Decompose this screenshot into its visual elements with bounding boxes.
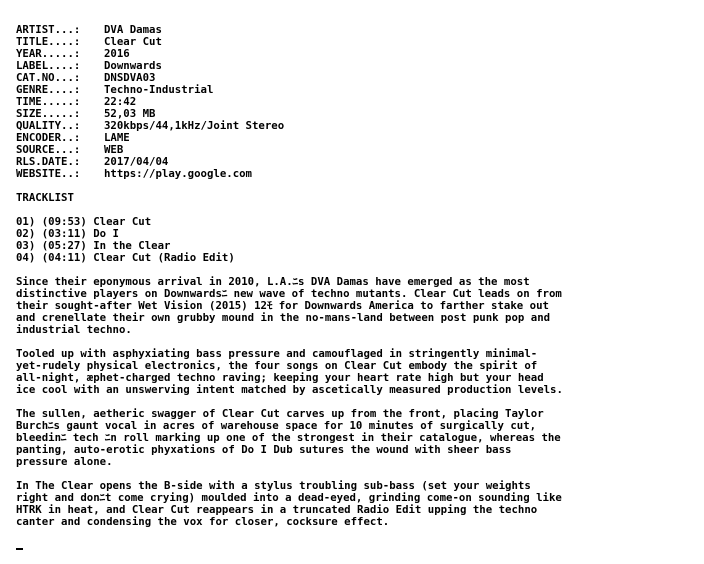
description-paragraph-1 [16,276,700,336]
metadata-value: DVA Damas [104,23,162,36]
paragraph-line: In The Clear opens the B-side with a stylus troubling sub-bass (set your weights [16,480,531,492]
metadata-value: 22:42 [104,95,137,108]
track-row [16,252,700,264]
metadata-value: LAME [104,131,130,144]
paragraph-line: right and donﾆt come crying) moulded into a dead-eyed, grinding come-on sounding like [16,492,562,504]
metadata-key: TITLE....: [16,35,81,48]
paragraph-line: Tooled up with asphyxiating bass pressure and camouflaged in stringently minimal- [16,348,538,360]
description-paragraph-2 [16,348,700,396]
blank-line [16,396,700,408]
track-number: 02) [16,227,36,240]
metadata-key: WEBSITE..: [16,167,81,180]
metadata-value: Clear Cut [104,35,162,48]
track-number: 04) [16,251,36,264]
metadata-key: QUALITY..: [16,119,81,132]
metadata-value: 2017/04/04 [104,155,169,168]
metadata-row-website [16,168,700,180]
metadata-value: 320kbps/44,1kHz/Joint Stereo [104,119,285,132]
metadata-value: DNSDVA03 [104,71,156,84]
metadata-key: RLS.DATE.: [16,155,81,168]
paragraph-line: distinctive players on Downwardsﾆ new wave of techno mutants. Clear Cut leads on from [16,288,562,300]
metadata-key: SIZE.....: [16,107,81,120]
paragraph-line: canter and condensing the vox for closer, cocksure effect. [16,516,390,528]
blank-line [16,180,700,192]
metadata-key: TIME.....: [16,95,81,108]
paragraph-line: HTRK in heat, and Clear Cut reappears in a truncated Radio Edit upping the techno [16,504,538,516]
metadata-value: 52,03 MB [104,107,156,120]
track-duration: (04:11) [41,251,87,264]
metadata-value: 2016 [104,47,130,60]
blank-line [16,528,700,540]
paragraph-line: and crenellate their own grubby mound in the no-mans-land between post punk pop and [16,312,551,324]
paragraph-line: Since their eponymous arrival in 2010, L.A.ﾆs DVA Damas have emerged as the most [16,276,530,288]
paragraph-line: their sought-after Wet Vision (2015) 12ﾓ for Downwards America to farther stake out [16,300,549,312]
paragraph-line: yet-rudely physical electronics, the four songs on Clear Cut embody the spirit of [16,360,538,372]
track-title: Clear Cut (Radio Edit) [93,251,235,264]
paragraph-line: bleedinﾆ tech ﾆn roll marking up one of the strongest in their catalogue, whereas the [16,432,561,444]
tracklist-heading: TRACKLIST [16,192,74,204]
paragraph-line: pressure alone. [16,456,113,468]
blank-line [16,264,700,276]
track-title: Do I [93,227,119,240]
track-number: 03) [16,239,36,252]
metadata-key: GENRE....: [16,83,81,96]
track-title: In the Clear [93,239,171,252]
paragraph-line: all-night, æphet-charged techno raving; keeping your heart rate high but your head [16,372,544,384]
nfo-text [16,24,700,552]
metadata-key: SOURCE...: [16,143,81,156]
tracklist [16,216,700,264]
metadata-key: YEAR.....: [16,47,81,60]
track-duration: (03:11) [41,227,87,240]
track-title: Clear Cut [93,215,152,228]
metadata-value: WEB [104,143,124,156]
description-paragraph-3 [16,408,700,468]
paragraph-line: panting, auto-erotic phyxations of Do I Dub sutures the wound with sheer bass [16,444,512,456]
metadata-value: Downwards [104,59,162,72]
cursor-line [16,540,700,552]
paragraph-line: industrial techno. [16,324,132,336]
description-paragraph-4 [16,480,700,528]
paragraph-line: Burchﾆs gaunt vocal in acres of warehouse space for 10 minutes of surgically cut, [16,420,537,432]
metadata-value: Techno-Industrial [104,83,214,96]
metadata-key: ENCODER..: [16,131,81,144]
release-metadata [16,24,700,180]
metadata-key: CAT.NO...: [16,71,81,84]
blank-line [16,336,700,348]
paragraph-line: The sullen, aetheric swagger of Clear Cut carves up from the front, placing Taylor [16,408,544,420]
track-number: 01) [16,215,36,228]
blank-line [16,468,700,480]
metadata-value: https://play.google.com [104,167,252,180]
text-cursor [16,548,23,550]
track-duration: (09:53) [41,215,87,228]
metadata-key: ARTIST...: [16,23,81,36]
paragraph-line: ice cool with an unswerving intent matched by ascetically measured production levels. [16,384,563,396]
track-duration: (05:27) [41,239,87,252]
metadata-key: LABEL....: [16,59,81,72]
